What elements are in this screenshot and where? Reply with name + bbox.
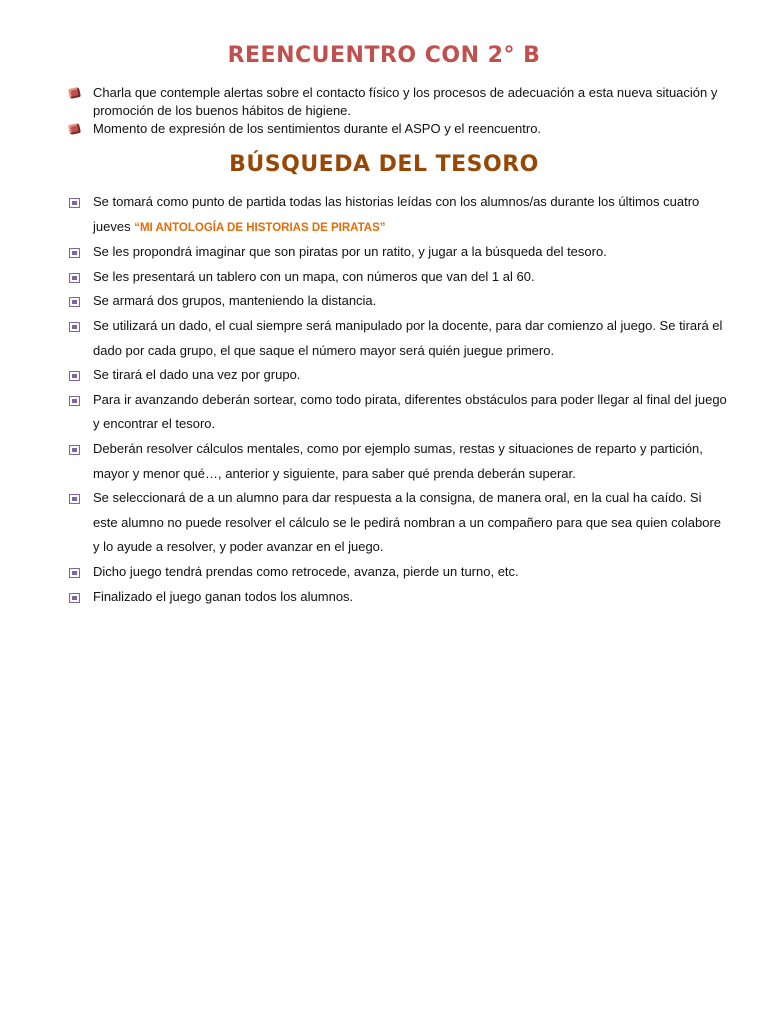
section-title-busqueda: BÚSQUEDA DEL TESORO — [229, 152, 539, 177]
list-item-text: Dicho juego tendrá prendas como retrocede, avanza, pierde un turno, etc. — [93, 563, 519, 579]
section-title-reencuentro: REENCUENTRO CON 2° B — [227, 43, 541, 68]
list-item-text: Se tirará el dado una vez por grupo. — [93, 367, 301, 383]
list-item — [68, 84, 728, 120]
list-item-text: Se utilizará un dado, el cual siempre será manipulado por la docente, para dar comienzo al juego. Se tirará el dado por cada grupo, el que saque el número mayor será quién juegue primero. — [93, 317, 723, 358]
list-item — [68, 314, 728, 363]
list-item-text: Se les presentará un tablero con un mapa, con números que van del 1 al 60. — [93, 268, 535, 284]
bullet-icon — [69, 273, 80, 283]
bullet-icon — [69, 396, 80, 406]
list-item-text: Se tomará como punto de partida todas las historias leídas con los alumnos/as durante los últimos cuatro jueves — [93, 194, 700, 234]
anthology-title-highlight: “MI ANTOLOGÍA DE HISTORIAS DE PIRATAS” — [134, 221, 386, 234]
list-item-text: Se armará dos grupos, manteniendo la distancia. — [93, 293, 377, 309]
reencuentro-list — [68, 84, 728, 138]
bullet-icon — [68, 87, 81, 99]
list-item — [68, 585, 728, 610]
list-item-text: Momento de expresión de los sentimientos durante el ASPO y el reencuentro. — [93, 121, 542, 136]
list-item — [68, 486, 728, 560]
bullet-icon — [69, 248, 80, 258]
bullet-icon — [69, 593, 80, 603]
list-item — [68, 388, 728, 437]
list-item-text: Se seleccionará de a un alumno para dar respuesta a la consigna, de manera oral, en la cual ha caído. Si este alumno no puede resolver el cálculo se le pedirá nombran a un compañero para que sea quien colabore y lo ayude a resolver, y poder avanzar en el juego. — [93, 490, 722, 555]
list-item — [68, 190, 728, 240]
busqueda-list — [68, 190, 728, 609]
bullet-icon — [69, 494, 80, 504]
bullet-icon — [68, 123, 81, 135]
bullet-icon — [69, 322, 80, 332]
list-item — [68, 363, 728, 388]
list-item — [68, 240, 728, 265]
bullet-icon — [69, 371, 80, 381]
list-item — [68, 560, 728, 585]
list-item-text: Charla que contemple alertas sobre el contacto físico y los procesos de adecuación a esta nueva situación y promoción de los buenos hábitos de higiene. — [93, 85, 718, 118]
list-item-text: Para ir avanzando deberán sortear, como todo pirata, diferentes obstáculos para poder llegar al final del juego y encontrar el tesoro. — [93, 391, 727, 432]
list-item — [68, 120, 728, 138]
bullet-icon — [69, 198, 80, 208]
bullet-icon — [69, 568, 80, 578]
bullet-icon — [69, 297, 80, 307]
bullet-icon — [69, 445, 80, 455]
list-item — [68, 289, 728, 314]
list-item-text: Se les propondrá imaginar que son piratas por un ratito, y jugar a la búsqueda del tesoro. — [93, 244, 607, 260]
list-item — [68, 437, 728, 486]
list-item-text: Deberán resolver cálculos mentales, como por ejemplo sumas, restas y situaciones de reparto y partición, mayor y menor qué…, anterior y siguiente, para saber qué prenda deberán superar. — [93, 440, 703, 481]
list-item — [68, 265, 728, 290]
list-item-text: Finalizado el juego ganan todos los alumnos. — [93, 588, 354, 604]
